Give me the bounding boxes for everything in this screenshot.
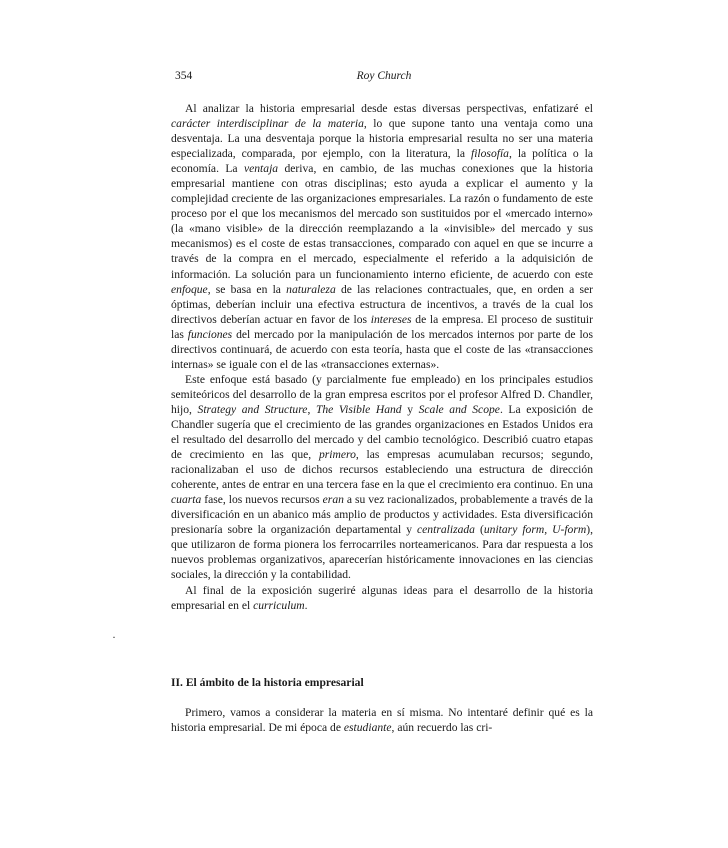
text-run: de la empresa. El proceso de sustituir las	[171, 312, 593, 341]
text-run: , aún recuerdo las cri-	[391, 721, 493, 735]
italic-text: curriculum	[253, 598, 305, 612]
italic-text: eran	[322, 493, 344, 507]
text-run: ,	[307, 402, 316, 416]
text-run: .	[304, 598, 308, 612]
italic-text: funciones	[187, 327, 233, 341]
text-run: Al analizar la historia empresarial desde estas diversas perspectivas, enfatizaré el	[185, 102, 593, 115]
italic-text: ventaja	[243, 162, 279, 176]
body-text-continued	[171, 705, 593, 735]
text-run: del mercado por la manipulación de los mercados internos por parte de los directivos continuará, de acuerdo con esta teoría, hasta que el coste de las «transacciones internas» se iguale con el de las «transacciones externas».	[171, 327, 593, 371]
running-head: Roy Church	[356, 70, 412, 82]
text-run: , la política o la economía. La	[171, 147, 593, 176]
text-run: Primero, vamos a considerar la materia en sí misma. No intentaré definir qué es la historia empresarial. De mi época de	[171, 706, 593, 735]
page-number: 354	[175, 70, 193, 82]
text-run: , lo que supone tanto una ventaja como una desventaja. La una desventaja porque la historia empresarial resulta no ser una materia especializada, comparada, por ejemplo, con la literatura, la	[171, 117, 593, 161]
italic-text: cuarta	[171, 493, 202, 507]
body-text	[171, 101, 593, 613]
section-title: II. El ámbito de la historia empresarial	[171, 676, 364, 689]
italic-text: Strategy and Structure	[197, 402, 308, 416]
text-run: . La exposición de Chandler sugería que el crecimiento de las grandes organizaciones en Estados Unidos era el resultado del desarrollo del mercado y del cambio tecnológico. Describió cuatro etapas de crecimiento en las que,	[171, 402, 593, 462]
text-run: de las relaciones contractuales, que, en orden a ser óptimas, deberían incluir una efectiva estructura de incentivos, a través de la cual los directivos deberían actuar en favor de los	[171, 282, 593, 326]
italic-text: estudiante	[343, 721, 392, 735]
margin-mark: ·	[112, 630, 116, 644]
paragraph	[171, 372, 593, 583]
italic-text: intereses	[370, 312, 412, 326]
text-run: Al final de la exposición sugeriré algunas ideas para el desarrollo de la historia empresarial en el	[171, 583, 593, 612]
text-run: a su vez racionalizados, probablemente a través de la diversificación en un abanico más amplio de productos y actividades. Esta diversificación presionaría sobre la organización departamental y	[171, 493, 593, 537]
italic-text: naturaleza	[286, 282, 336, 296]
italic-text: unitary form, U-form	[483, 523, 587, 537]
italic-text: Scale and Scope	[418, 402, 500, 416]
text-run: , se basa en la	[207, 282, 287, 296]
paragraph	[171, 705, 593, 735]
italic-text: primero	[318, 448, 356, 462]
text-run: , las empresas acumulaban recursos; segundo, racionalizaban el uso de dichos recursos estableciendo una estructura de dirección coherente, antes de entrar en una tercera fase en la que el crecimiento era continuo. En una	[171, 448, 593, 492]
italic-text: filosofía	[470, 147, 509, 161]
text-run: ), que utilizaron de forma pionera los ferrocarriles norteamericanos. Para dar respuesta a los nuevos problemas organizativos, aparecerían históricamente innovaciones en las ciencias sociales, la dirección y la contabilidad.	[171, 523, 594, 582]
paragraph	[171, 101, 593, 372]
italic-text: centralizada	[417, 523, 475, 537]
italic-text: carácter interdisciplinar de la materia	[171, 117, 364, 131]
italic-text: enfoque	[171, 282, 208, 296]
italic-text: The Visible Hand	[315, 402, 402, 416]
text-run: deriva, en cambio, de las muchas conexiones que la historia empresarial mantiene con otras disciplinas; esto ayuda a explicar el aumento y la complejidad creciente de las organizaciones empresariales. La razón o fundamento de este proceso por el que los mecanismos del mercado son sustituidos por el «mercado interno» (la «mano visible» de la dirección reemplazando a la «invisible» del mercado y sus mecanismos) es el coste de estas transacciones, comparado con aquel en que se incurre a través de la compra en el mercado, especialmente el referido a la adquisición de información. La solución para un funcionamiento interno eficiente, de acuerdo con este	[171, 162, 594, 281]
page-header	[175, 70, 593, 86]
text-run: Este enfoque está basado (y parcialmente fue empleado) en los principales estudios semiteóricos del desarrollo de la gran empresa escritos por el profesor Alfred D. Chandler, hijo,	[171, 372, 593, 416]
text-run: (	[474, 523, 484, 537]
text-run: fase, los nuevos recursos	[201, 493, 323, 507]
text-run: y	[401, 402, 419, 416]
paragraph	[171, 583, 593, 613]
